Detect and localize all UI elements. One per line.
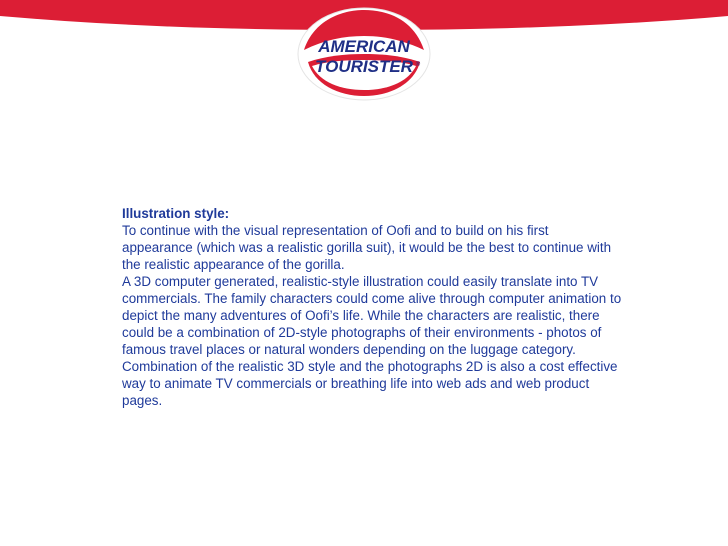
body-paragraph-1: To continue with the visual representation of Oofi and to build on his first appearance (which was a realistic gorilla suit), it would be the best to continue with the realistic appearance of the gorilla.	[122, 223, 612, 272]
american-tourister-logo	[296, 6, 432, 102]
section-heading: Illustration style:	[122, 206, 230, 221]
logo-line2: TOURISTER	[315, 57, 413, 76]
content-block	[122, 205, 622, 409]
trademark-symbol: ®	[415, 62, 421, 68]
body-paragraph-2: A 3D computer generated, realistic-style illustration could easily translate into TV commercials. The family characters could come alive through computer animation to depict the many adventures of Oofi’s life. While the characters are realistic, there could be a combination of 2D-style photographs of their environments - photos of famous travel places or natural wonders depending on the luggage category. Combination of the realistic 3D style and the photographs 2D is also a cost effective way to animate TV commercials or breathing life into web ads and web product pages.	[122, 274, 622, 408]
logo-line1: AMERICAN	[318, 37, 410, 56]
